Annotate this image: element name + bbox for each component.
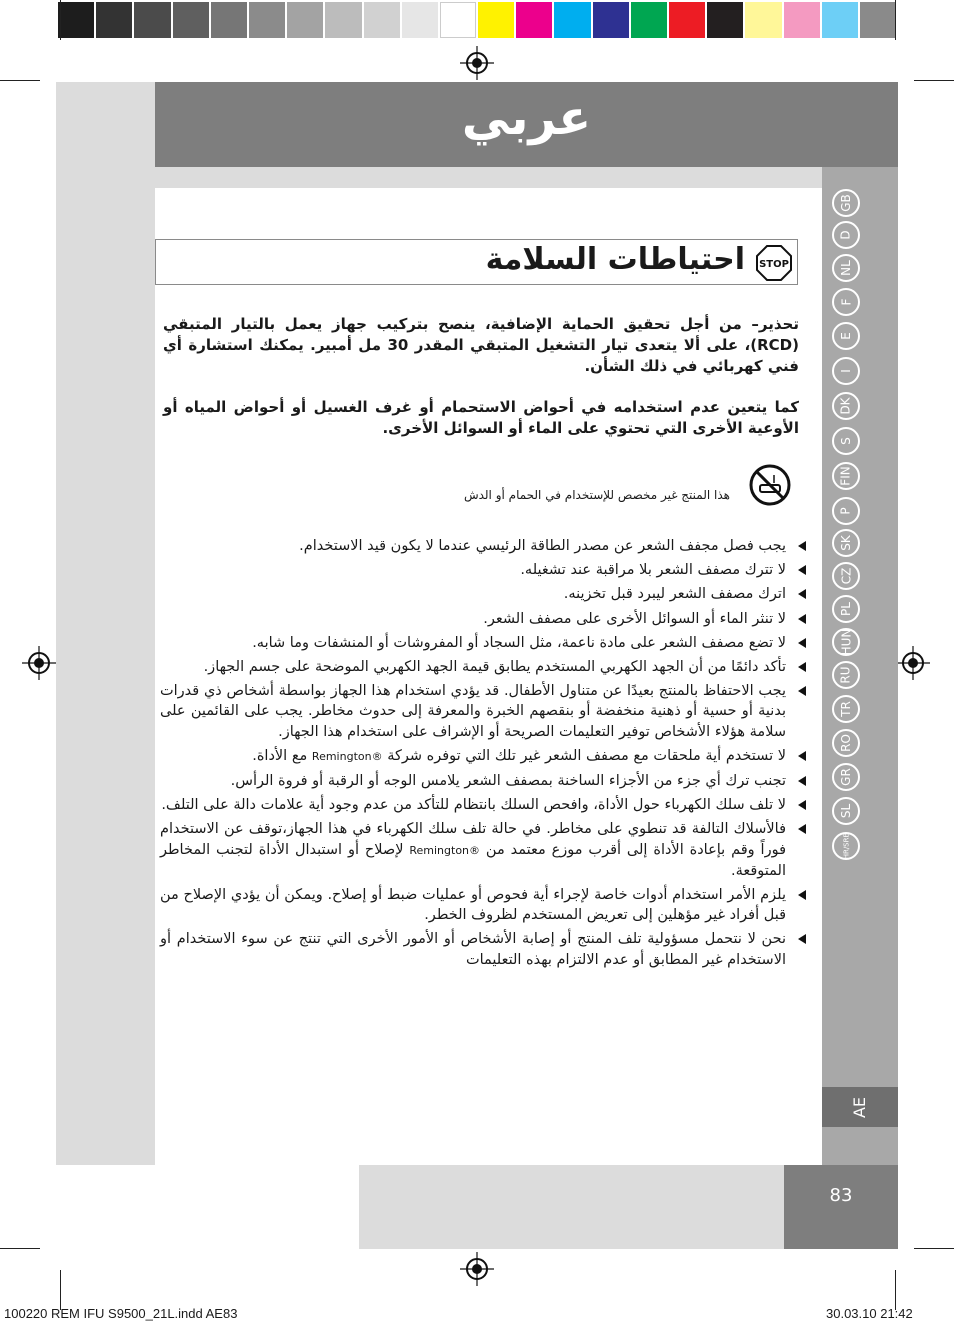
list-item: يجب الاحتفاظ بالمنتج بعيدًا عن متناول الأطفال. قد يؤدي استخدام هذا الجهاز بواسطة أشخاص ذي قدرات بدنية أو حسية أو ذهنية منخفضة أو بنقصهم الخبرة والمعرفة إلى حدوث مخاطر. يجب على القائمين على سلامة هؤلاء الأشخاص توفير التعليمات الصريحة أو الإشراف على استخدام هذا الجهاز.	[160, 681, 808, 742]
no-bath-icon	[748, 463, 792, 507]
language-tabs	[822, 167, 898, 1165]
list-item: يجب فصل مجفف الشعر عن مصدر الطاقة الرئيسي عندما لا يكون قيد الاستخدام.	[160, 536, 808, 556]
color-swatch	[707, 2, 743, 38]
bottom-strip	[359, 1165, 784, 1249]
color-swatch	[325, 2, 361, 38]
page-title: عربي	[461, 90, 592, 146]
language-tab-fin[interactable]: FIN	[832, 462, 860, 490]
language-tab-ru[interactable]: RU	[832, 661, 860, 689]
color-swatch	[669, 2, 705, 38]
triangle-bullet-icon	[798, 589, 806, 599]
crop-mark	[895, 0, 896, 40]
section-title: احتياطات السلامة	[485, 242, 745, 277]
brand-name: Remington®	[409, 843, 481, 857]
stop-sign-label: STOP	[759, 259, 789, 270]
color-swatch	[478, 2, 514, 38]
brand-name: Remington®	[311, 749, 383, 763]
list-item: اترك مصفف الشعر ليبرد قبل تخزينه.	[160, 584, 808, 604]
list-item: تأكد دائمًا من أن الجهد الكهربي المستخدم يطابق قيمة الجهد الكهربي الموضحة على جسم الجهاز.	[160, 657, 808, 677]
stop-sign-icon	[756, 245, 792, 281]
list-item: تجنب ترك أي جزء من الأجزاء الساخنة بمصفف الشعر يلامس الوجه أو الرقبة أو فروة الرأس.	[160, 771, 808, 791]
bath-note: هذا المنتج غير مخصص للإستخدام في الحمام أو الدش	[463, 488, 730, 502]
crop-mark	[914, 80, 954, 81]
language-tab-ro[interactable]: RO	[832, 729, 860, 757]
language-tab-gb[interactable]: GB	[832, 189, 860, 217]
registration-mark-icon	[896, 646, 930, 680]
triangle-bullet-icon	[798, 638, 806, 648]
print-date: 30.03.10 21:42	[826, 1306, 913, 1321]
crop-mark	[60, 1270, 61, 1310]
color-swatch	[211, 2, 247, 38]
color-swatch	[402, 2, 438, 38]
color-calibration-bar	[58, 2, 896, 38]
list-item: لا تنثر الماء أو السوائل الأخرى على مصفف الشعر.	[160, 609, 808, 629]
section-heading	[155, 239, 798, 285]
triangle-bullet-icon	[798, 824, 806, 834]
language-tab-pl[interactable]: PL	[832, 595, 860, 623]
color-swatch	[134, 2, 170, 38]
header-band	[155, 82, 898, 167]
color-swatch	[287, 2, 323, 38]
triangle-bullet-icon	[798, 614, 806, 624]
triangle-bullet-icon	[798, 686, 806, 696]
file-info: 100220 REM IFU S9500_21L.indd AE83	[4, 1306, 238, 1321]
language-tab-sk[interactable]: SK	[832, 529, 860, 557]
language-tab-ae[interactable]: AE	[822, 1087, 898, 1127]
color-swatch	[554, 2, 590, 38]
registration-mark-icon	[460, 46, 494, 80]
color-swatch	[96, 2, 132, 38]
crop-mark	[895, 1270, 896, 1310]
triangle-bullet-icon	[798, 890, 806, 900]
list-item: نحن لا نتحمل مسؤولية تلف المنتج أو إصابة الأشخاص أو الأمور الأخرى التي تنتج عن سوء الاستخدام أو الاستخدام غير المطابق أو عدم الالتزام بهذه التعليمات	[160, 929, 808, 969]
triangle-bullet-icon	[798, 751, 806, 761]
triangle-bullet-icon	[798, 776, 806, 786]
triangle-bullet-icon	[798, 662, 806, 672]
list-item: لا تضع مصفف الشعر على مادة ناعمة، مثل السجاد أو المفروشات أو المنشفات وما شابه.	[160, 633, 808, 653]
water-warning: كما يتعين عدم استخدامه في أحواض الاستحمام أو غرف الغسيل أو أحواض المياه أو الأوعية الأخرى التي تحتوي على الماء أو السوائل الأخرى.	[163, 398, 799, 437]
registration-mark-icon	[460, 1252, 494, 1286]
crop-mark	[914, 1248, 954, 1249]
crop-mark	[0, 80, 40, 81]
color-swatch	[631, 2, 667, 38]
language-tab-i[interactable]: I	[832, 357, 860, 385]
color-swatch	[249, 2, 285, 38]
color-swatch	[173, 2, 209, 38]
language-tab-gr[interactable]: GR	[832, 763, 860, 791]
crop-mark	[60, 0, 61, 40]
color-swatch	[822, 2, 858, 38]
language-tab-p[interactable]: P	[832, 497, 860, 525]
color-swatch	[58, 2, 94, 38]
language-tab-s[interactable]: S	[832, 427, 860, 455]
rcd-warning: تحذير– من أجل تحقيق الحماية الإضافية، ينصح بتركيب جهاز يعمل بالتيار المتبقي (RCD)، على ألا يتعدى تيار التشغيل المتبقي المقدر 30 مل أمبير. يمكنك استشارة أي فني كهربائي في ذلك الشأن.	[163, 315, 799, 375]
list-item: لا تلف سلك الكهرباء حول الأداة، وافحص السلك بانتظام للتأكد من عدم وجود أية علامات دالة على التلف.	[160, 795, 808, 815]
language-tab-tr[interactable]: TR	[832, 695, 860, 723]
safety-list	[160, 536, 808, 974]
crop-mark	[0, 1248, 40, 1249]
language-tab-nl[interactable]: NL	[832, 254, 860, 282]
color-swatch	[784, 2, 820, 38]
language-tab-cz[interactable]: CZ	[832, 562, 860, 590]
list-item: لا تترك مصفف الشعر بلا مراقبة عند تشغيله.	[160, 560, 808, 580]
page-number: 83	[829, 1185, 853, 1206]
list-item: يلزم الأمر استخدام أدوات خاصة لإجراء أية فحوص أو عمليات ضبط أو إصلاح. ويمكن أن يؤدي الإصلاح من قبل أفراد غير مؤهلين إلى تعريض المستخدم لظروف الخطر.	[160, 885, 808, 925]
color-swatch	[593, 2, 629, 38]
registration-mark-icon	[22, 646, 56, 680]
language-tab-d[interactable]: D	[832, 221, 860, 249]
language-tab-sl[interactable]: SL	[832, 797, 860, 825]
color-swatch	[516, 2, 552, 38]
list-item: فالأسلاك التالفة قد تنطوي على مخاطر. في حالة تلف سلك الكهرباء في هذا الجهاز،توقف عن الاستخدام فوراً وقم بإعادة الأداة إلى أقرب موزع معتمد من Remington® لإصلاح أو استبدال الأداة لتجنب المخاطر المتوقعة.	[160, 819, 808, 881]
language-tab-hr-srb[interactable]: HR/SRB	[832, 832, 860, 860]
triangle-bullet-icon	[798, 541, 806, 551]
language-tab-hun[interactable]: HUN	[832, 628, 860, 656]
color-swatch	[364, 2, 400, 38]
color-swatch	[860, 2, 896, 38]
language-tab-f[interactable]: F	[832, 288, 860, 316]
color-swatch	[745, 2, 781, 38]
triangle-bullet-icon	[798, 565, 806, 575]
language-tab-dk[interactable]: DK	[832, 392, 860, 420]
page-number-box	[784, 1165, 898, 1249]
color-swatch	[440, 2, 476, 38]
language-tab-e[interactable]: E	[832, 322, 860, 350]
triangle-bullet-icon	[798, 934, 806, 944]
triangle-bullet-icon	[798, 800, 806, 810]
list-item: لا تستخدم أية ملحقات مع مصفف الشعر غير تلك التي توفره شركة Remington® مع الأداة.	[160, 746, 808, 767]
